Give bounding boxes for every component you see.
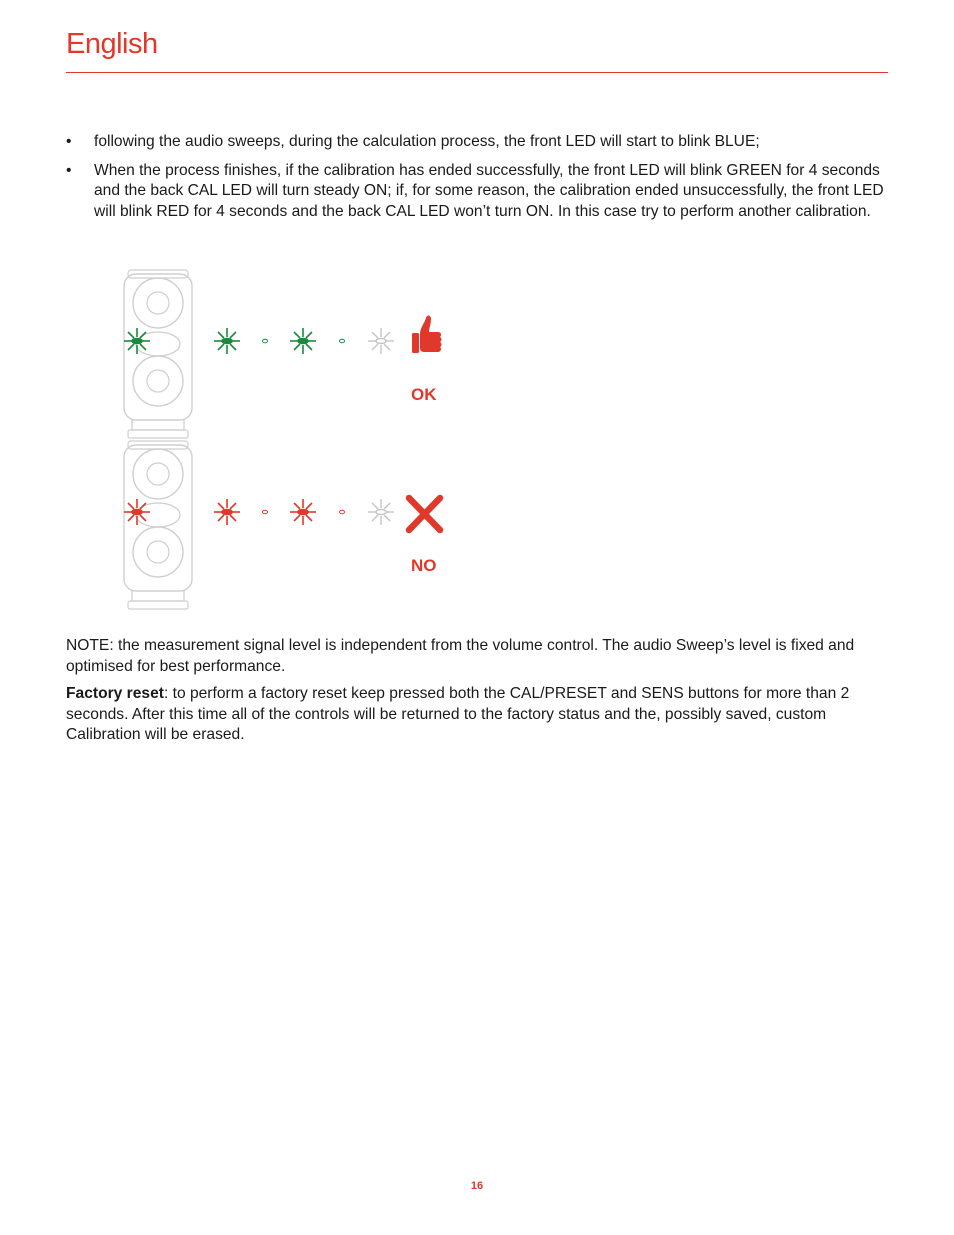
led-grey-blink	[368, 328, 394, 354]
factory-reset-label: Factory reset	[66, 685, 164, 702]
bullet-text: When the process finishes, if the calibration has ended successfully, the front LED will blink GREEN for 4 seconds and the back CAL LED will turn steady ON; if, for some reason, the calibration ended unsuccessfully, the front LED will blink RED for 4 seconds and the back CAL LED won’t turn ON. In this case try to perform another calibration.	[94, 161, 884, 220]
led-grey-blink-no	[368, 499, 394, 525]
factory-reset-paragraph	[66, 684, 890, 746]
bullet-marker: •	[66, 133, 72, 150]
bullet-text: following the audio sweeps, during the calculation process, the front LED will start to blink BLUE;	[94, 133, 760, 150]
led-green-blink-2	[290, 328, 316, 354]
cross-icon	[409, 498, 440, 530]
page-number: 16	[470, 1180, 484, 1192]
bullet-item	[66, 161, 890, 223]
factory-reset-text: : to perform a factory reset keep pressed both the CAL/PRESET and SENS buttons for more than 2 seconds. After this time all of the controls will be returned to the factory status and the, possibly saved, custom Calibration will be erased.	[66, 685, 850, 743]
speaker-no	[124, 441, 192, 609]
led-red-blink-1	[214, 499, 240, 525]
header-divider	[66, 72, 888, 73]
led-off-dot-4	[340, 510, 345, 514]
bullet-item	[66, 132, 890, 153]
speaker-ok	[124, 270, 192, 438]
led-off-dot-1	[263, 339, 268, 343]
led-red-front	[124, 499, 150, 525]
calibration-figure	[110, 262, 470, 612]
led-green-blink-1	[214, 328, 240, 354]
ok-label: OK	[411, 385, 437, 404]
note-paragraph: NOTE: the measurement signal level is independent from the volume control. The audio Sweep’s level is fixed and optimised for best performance.	[66, 637, 855, 675]
led-green-front	[124, 328, 150, 354]
led-red-blink-2	[290, 499, 316, 525]
thumbs-up-icon	[412, 315, 442, 353]
no-label: NO	[411, 556, 437, 575]
bullet-marker: •	[66, 161, 72, 179]
led-off-dot-2	[340, 339, 345, 343]
led-off-dot-3	[263, 510, 268, 514]
bullet-list	[66, 132, 890, 230]
page-title: English	[66, 28, 158, 60]
